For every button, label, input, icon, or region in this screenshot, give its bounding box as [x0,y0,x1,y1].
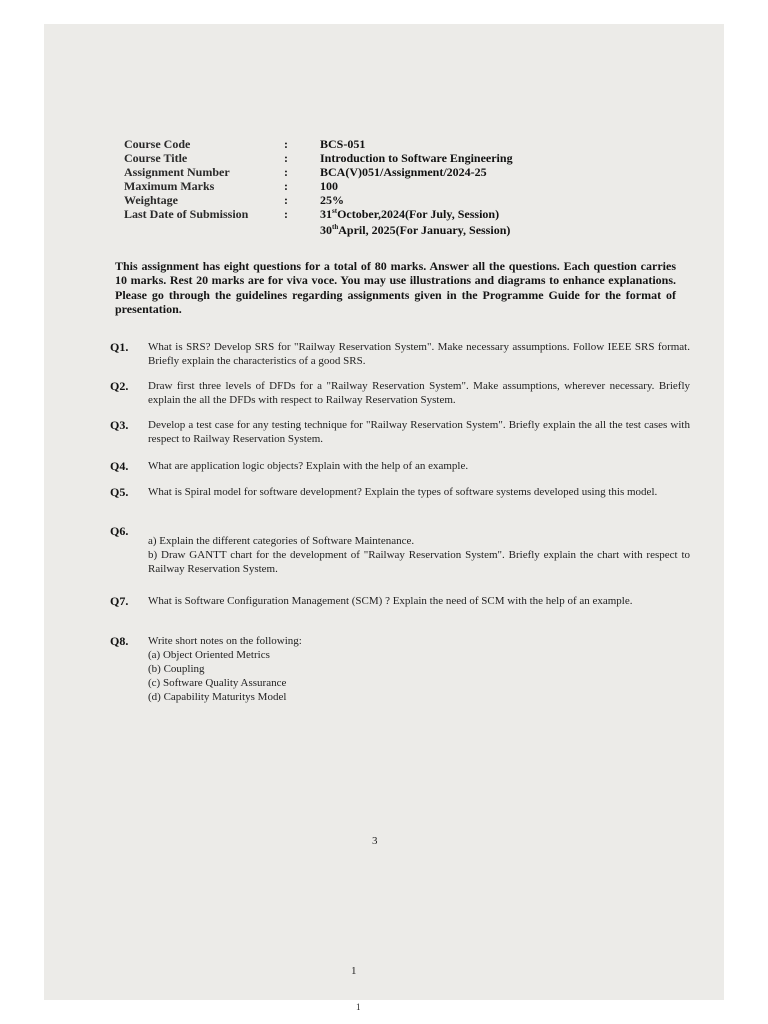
meta-row-course-title [124,151,513,165]
meta-label: Last Date of Submission [124,207,249,221]
date-suffix: st [332,207,338,215]
meta-label: Weightage [124,193,178,207]
meta-value: BCS-051 [320,137,366,151]
note-item: (b) Coupling [148,663,205,675]
document-page [44,24,724,1000]
question-6 [110,524,690,576]
page-number: 3 [372,835,378,847]
meta-label: Maximum Marks [124,179,215,193]
meta-colon: : [284,165,288,179]
question-number: Q6. [110,524,129,538]
question-part-a: a) Explain the different categories of Software Maintenance. [148,535,415,547]
question-text: Draw first three levels of DFDs for a "Railway Reservation System". Make assumptions, wherever necessary. Briefly explain the all the DFDs with respect to Railway Reservation System. [148,380,690,406]
meta-label: Assignment Number [124,165,230,179]
question-5 [110,485,690,499]
question-text: What is Spiral model for software development? Explain the types of software systems developed using this model. [148,486,658,498]
meta-value: BCA(V)051/Assignment/2024-25 [320,165,487,179]
question-number: Q2. [110,379,129,393]
question-number: Q4. [110,459,129,473]
question-number: Q7. [110,594,129,608]
note-item: (a) Object Oriented Metrics [148,649,270,661]
meta-row-course-code [124,137,513,151]
question-text: Develop a test case for any testing technique for "Railway Reservation System". Briefly explain the all the test cases with respect to Railway Reservation System. [148,419,690,445]
note-item: (d) Capability Maturitys Model [148,691,287,703]
meta-label: Course Title [124,151,188,165]
question-number: Q8. [110,634,129,648]
date-rest: October,2024(For July, Session) [337,207,500,221]
meta-value: 25% [320,193,344,207]
question-3 [110,418,690,446]
meta-row-last-date-january [124,223,513,237]
meta-colon: : [284,207,288,221]
question-2 [110,379,690,407]
meta-colon: : [284,151,288,165]
footer-page-number: 1 [356,1002,361,1012]
question-text: What is Software Configuration Management (SCM) ? Explain the need of SCM with the help of an example. [148,595,633,607]
question-text [148,634,690,704]
meta-colon: : [284,137,288,151]
question-part-b: b) Draw GANTT chart for the development of "Railway Reservation System". Briefly explain the chart with respect to Railway Reservation System. [148,549,690,575]
assignment-instructions: This assignment has eight questions for a total of 80 marks. Answer all the questions. Each question carries 10 marks. Rest 20 marks are for viva voce. You may use illustrations and diagrams to enhance explanations. Please go through the guidelines regarding assignments given in the Programme Guide for the format of presentation. [115,259,676,316]
meta-value: Introduction to Software Engineering [320,151,513,165]
meta-colon: : [284,179,288,193]
question-7 [110,594,690,608]
meta-row-weightage [124,193,513,207]
question-4 [110,459,690,473]
submission-date-july [320,207,499,221]
question-number: Q3. [110,418,129,432]
meta-colon: : [284,193,288,207]
meta-label: Course Code [124,137,191,151]
course-details [124,137,513,237]
date-day: 31 [320,207,332,221]
meta-value: 100 [320,179,338,193]
meta-row-maximum-marks [124,179,513,193]
page-number-lower: 1 [351,965,357,977]
meta-row-assignment-number [124,165,513,179]
question-intro: Write short notes on the following: [148,635,302,647]
date-suffix: th [332,223,339,231]
date-day: 30 [320,223,332,237]
note-item: (c) Software Quality Assurance [148,677,287,689]
question-text: What are application logic objects? Explain with the help of an example. [148,460,469,472]
meta-row-last-date [124,207,513,221]
question-number: Q1. [110,340,129,354]
submission-date-january [320,223,510,237]
question-number: Q5. [110,485,129,499]
question-text [148,534,690,576]
date-rest: April, 2025(For January, Session) [338,223,511,237]
question-text: What is SRS? Develop SRS for "Railway Reservation System". Make necessary assumptions. Follow IEEE SRS format. Briefly explain the characteristics of a good SRS. [148,341,690,367]
question-1 [110,340,690,368]
question-8 [110,634,690,704]
